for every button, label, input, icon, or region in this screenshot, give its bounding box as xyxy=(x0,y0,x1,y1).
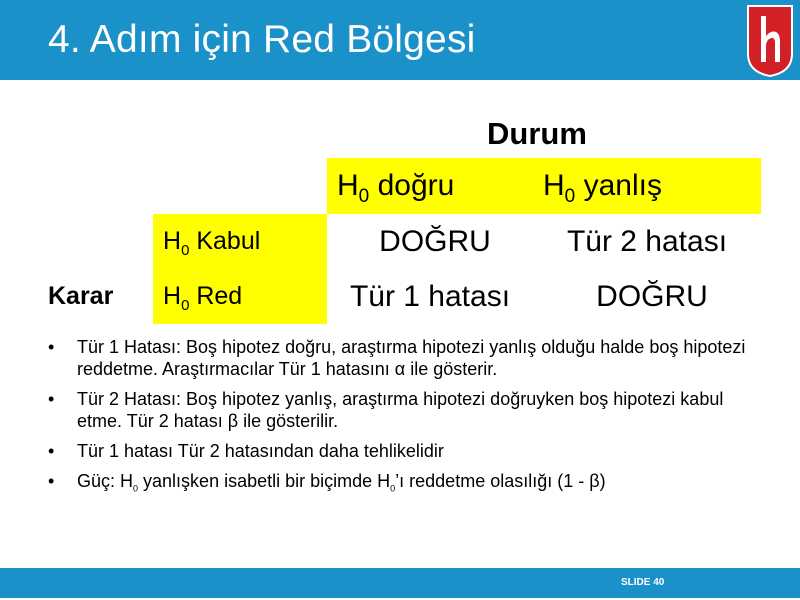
slide-footer xyxy=(0,568,800,598)
row-group-label: Karar xyxy=(48,282,114,310)
column-header-h0-true: $H_0$ doğru xyxy=(327,158,533,214)
list-item: • Güç: $H_0$ yanlışken isabetli bir biçimde $H_0’ı$ reddetme olasılığı (1 - β) xyxy=(48,471,606,494)
slide-title: 4. Adım için Red Bölgesi xyxy=(48,18,476,61)
list-item: • Tür 1 hatası Tür 2 hatasından daha tehlikelidir xyxy=(48,441,444,461)
list-item: • Tür 2 Hatası: Boş hipotez yanlış, araştırma hipotezi doğruyken boş hipotezi kabul etme. Tür 2 hatası β ile gösterilir. xyxy=(48,389,724,431)
list-item: • Tür 1 Hatası: Boş hipotez doğru, araştırma hipotezi yanlış olduğu halde boş hipotezi reddetme. Araştırmacılar Tür 1 hatasını α ile gösterir. xyxy=(48,337,746,379)
column-header-h0-false: $H_0$ yanlış xyxy=(533,158,761,214)
table-cell-accept-false: Tür 2 hatası xyxy=(566,225,728,258)
column-group-label: Durum xyxy=(487,116,587,151)
slide-number: SLIDE 40 xyxy=(621,577,665,588)
row-header-h0-accept: $H_0$ Kabul xyxy=(153,214,327,269)
slide-header xyxy=(0,0,800,80)
bullet-list xyxy=(48,336,748,508)
table-cell-reject-true: Tür 1 hatası xyxy=(349,280,511,313)
table-cell-reject-false: DOĞRU xyxy=(596,280,708,313)
table-cell-accept-true: DOĞRU xyxy=(379,225,491,258)
row-header-h0-reject: $H_0$ Red xyxy=(153,269,327,324)
university-h-logo-icon xyxy=(744,2,796,78)
